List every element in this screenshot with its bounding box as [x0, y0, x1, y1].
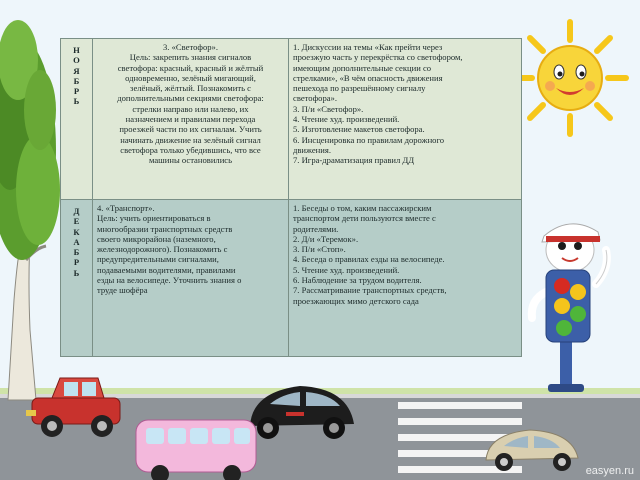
activity-line: 7. Рассматривание транспортных средств, — [293, 285, 447, 296]
goal-line: Цель: закрепить знания сигналов — [129, 52, 252, 63]
goal-line: 3. «Светофор». — [163, 42, 218, 52]
month-cell — [61, 39, 93, 200]
activity-line: 5. Чтение худ. произведений. — [293, 264, 400, 275]
activity-line: проезжую часть у перекрёстка со светофором, — [293, 52, 463, 63]
activity-line: 5. Изготовление макетов светофора. — [293, 124, 425, 135]
activity-line: транспортом дети пользуются вместе с — [293, 213, 436, 224]
activity-line: светофора». — [293, 93, 337, 104]
activity-line: 7. Игра-драматизация правил ДД — [293, 155, 415, 166]
goal-line: многообразии транспортных средств — [97, 223, 233, 234]
month-letters: Д Е К А Б Р Ь — [73, 206, 80, 278]
activity-line: проезжающих мимо детского сада — [293, 295, 419, 306]
table-row — [61, 200, 522, 357]
plan-table — [60, 38, 522, 357]
month-cell — [61, 200, 93, 357]
activity-line: имеющим дополнительные секции со — [293, 62, 432, 73]
goal-line: светофора только убедившись, что все — [120, 144, 261, 155]
watermark: easyen.ru — [585, 465, 634, 477]
activity-line: 6. Инсценировка по правилам дорожного — [293, 134, 445, 145]
activities-cell — [289, 39, 522, 200]
goal-line: одновременно, зелёный мигающий, — [125, 72, 256, 83]
activity-line: родителями. — [293, 223, 339, 234]
activity-line: 3. П/и «Светофор». — [293, 103, 364, 114]
goal-line: дополнительными секциями светофора: — [117, 93, 264, 104]
goal-line: Цель: учить ориентироваться в — [97, 213, 211, 224]
month-letters: Н О Я Б Р Ь — [73, 45, 80, 107]
bus-icon — [136, 420, 256, 480]
goal-line: проезжей части по их сигналам. Учить — [119, 124, 262, 135]
activity-line: 4. Беседа о правилах езды на велосипеде. — [293, 254, 445, 265]
goal-line: труде шофёра — [97, 285, 148, 296]
goal-line: машины остановились — [148, 155, 233, 166]
activities-cell — [289, 200, 522, 357]
goal-line: подаваемыми водителями, правилами — [97, 264, 236, 275]
goal-line: езды на велосипеде. Уточнить знания о — [97, 275, 242, 286]
activity-line: пешехода по разрешённому сигналу — [293, 83, 426, 94]
activity-line: 1. Беседы о том, каким пассажирским — [293, 203, 432, 213]
goal-line: своего микрорайона (наземного, — [97, 233, 216, 244]
table-row — [61, 39, 522, 200]
goal-line: зелёный, жёлтый. Познакомить с — [130, 83, 251, 94]
activity-line: движения. — [293, 144, 331, 155]
goal-line: предупредительными сигналами, — [97, 254, 219, 265]
goal-line: железнодорожного). Познакомить с — [97, 244, 228, 255]
activity-line: 1. Дискуссии на темы «Как прейти через — [293, 42, 443, 52]
goal-cell — [93, 200, 289, 357]
goal-cell — [93, 39, 289, 200]
activity-line: стрелками», «В чём опасность движения — [293, 72, 443, 83]
goal-line: 4. «Транспорт». — [97, 203, 155, 213]
goal-line: светофора: красный, красный и жёлтый — [117, 62, 264, 73]
goal-line: назначением и правилами перехода — [125, 114, 256, 125]
activity-line: 4. Чтение худ. произведений. — [293, 114, 400, 125]
sun-icon — [514, 22, 626, 134]
goal-line: стрелки направо или налево, их — [132, 103, 249, 114]
activity-line: 2. Д/и «Теремок». — [293, 233, 359, 244]
activity-line: 6. Наблюдение за трудом водителя. — [293, 275, 422, 286]
goal-line: начинать движение на зелёный сигнал — [120, 134, 261, 145]
activity-line: 3. П/и «Стоп». — [293, 244, 346, 255]
